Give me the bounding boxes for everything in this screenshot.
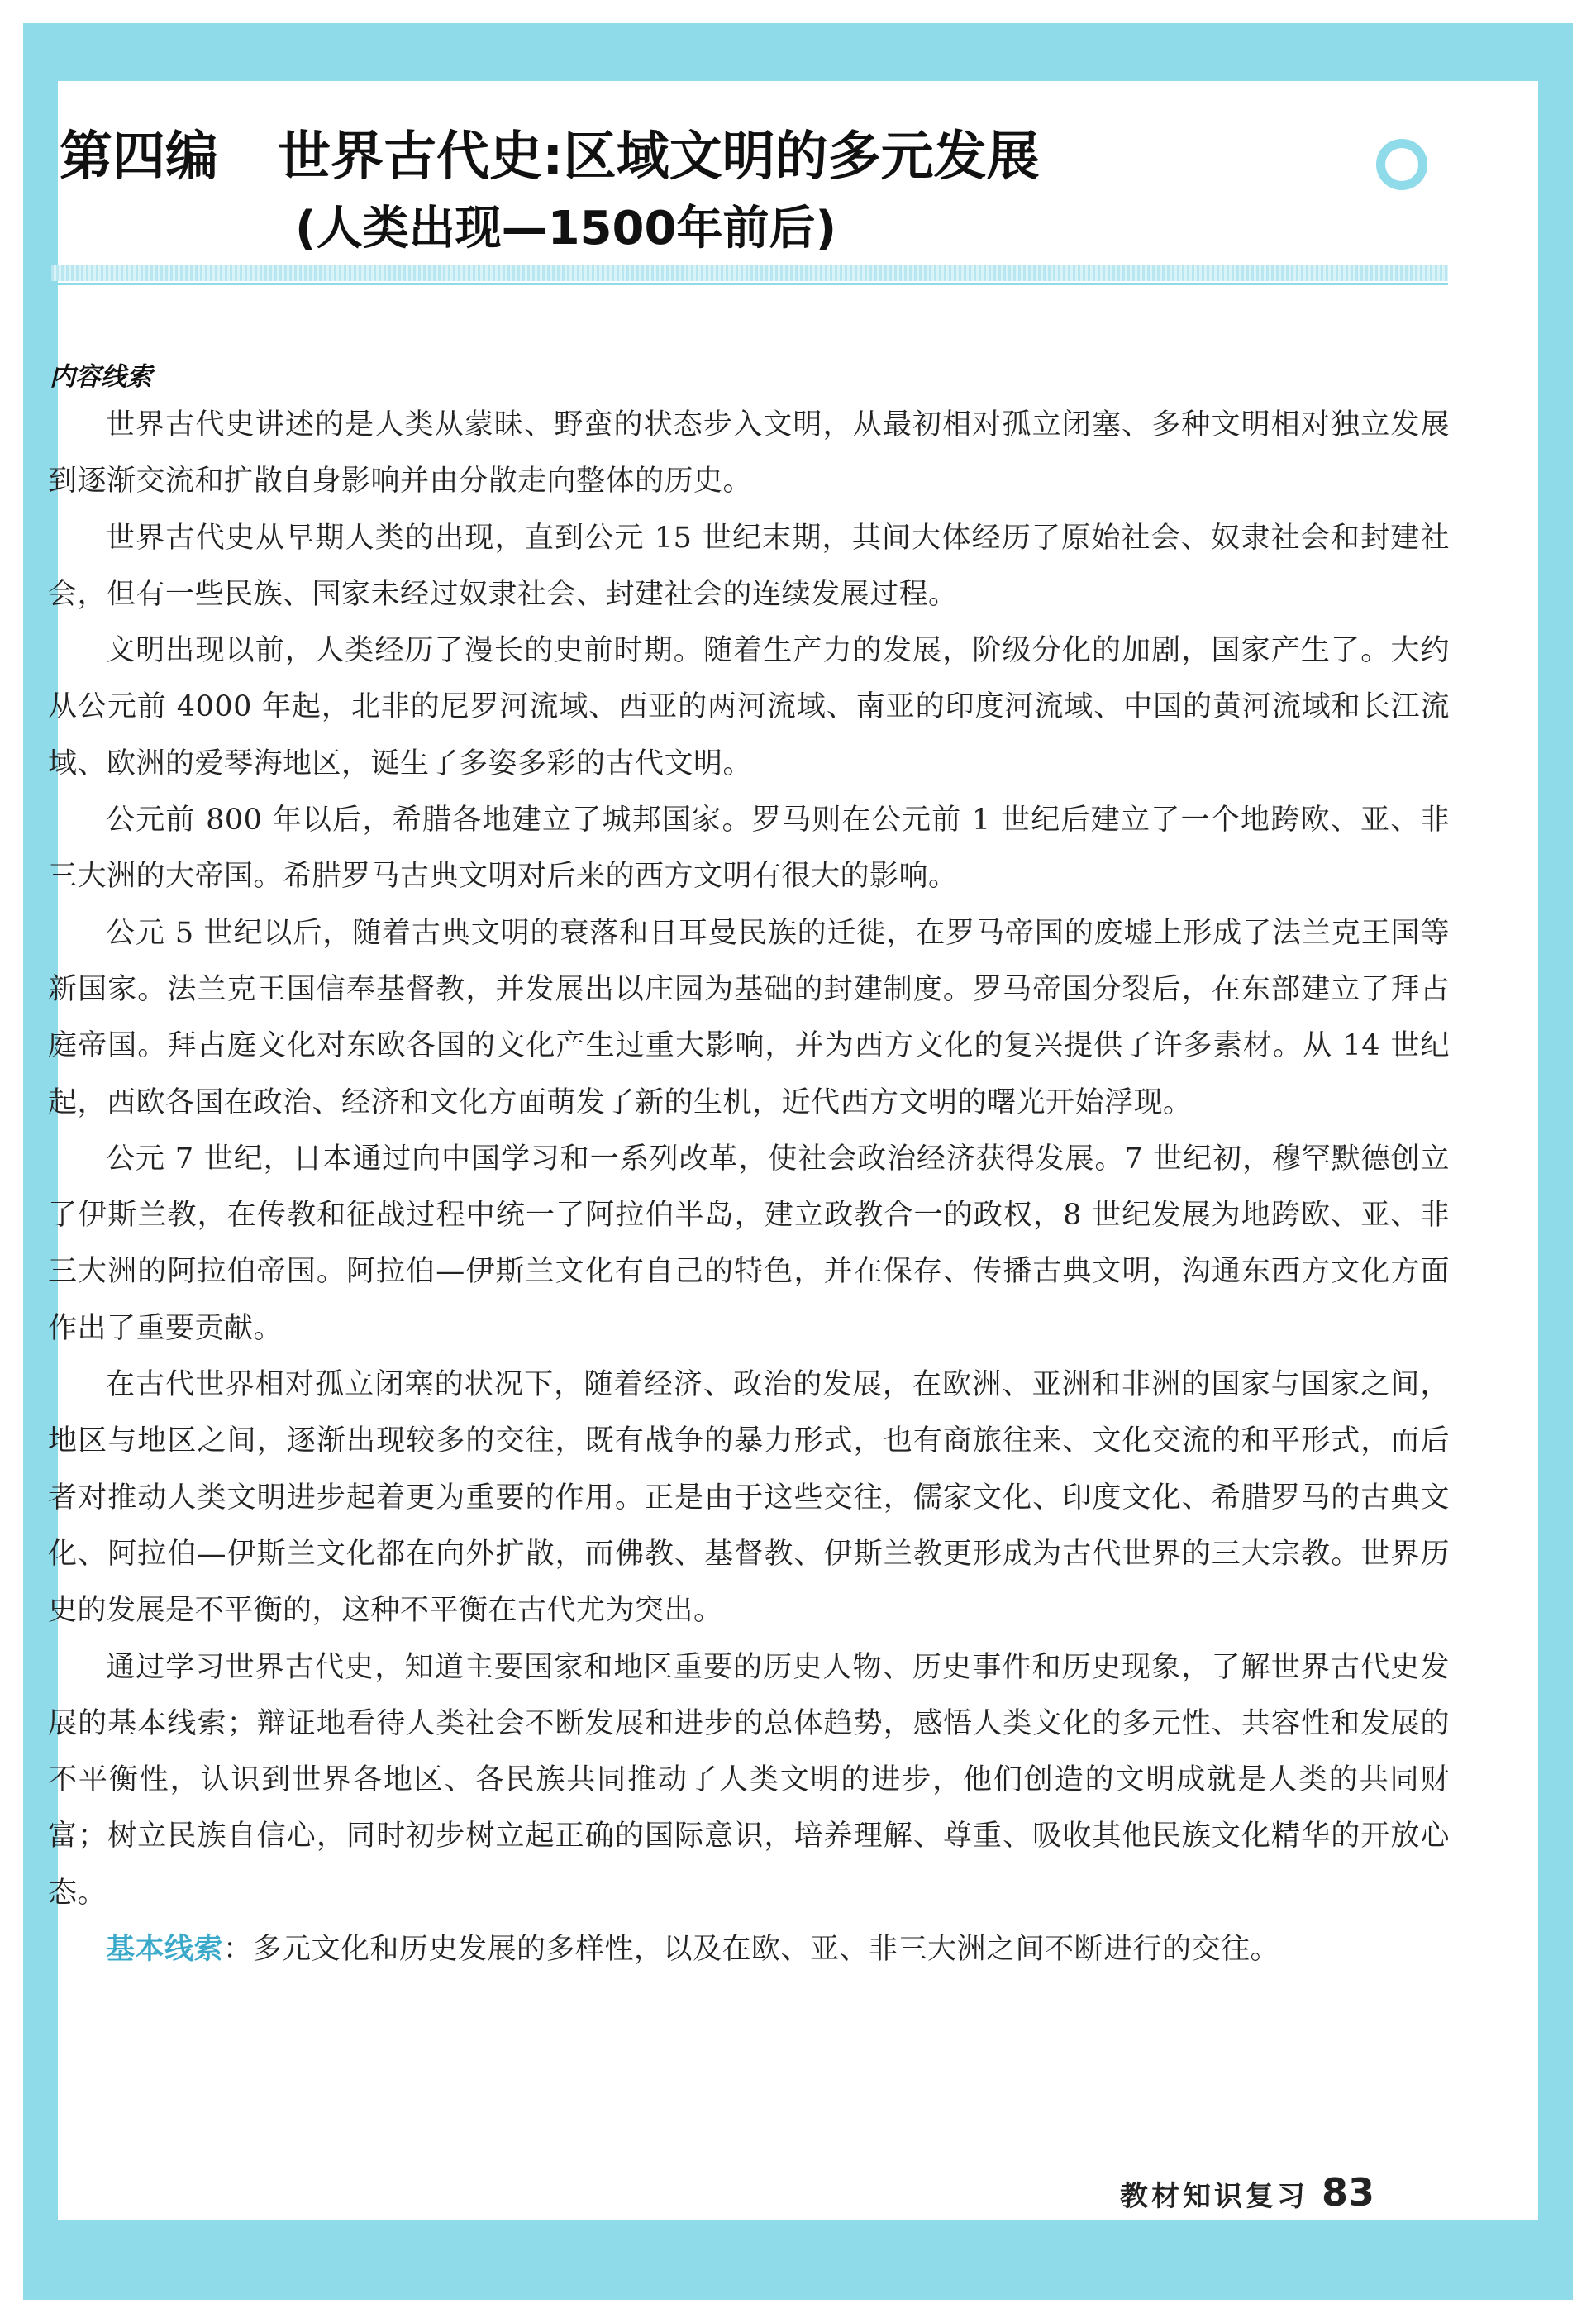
page-footer: [1120, 2170, 1374, 2215]
paragraph: 通过学习世界古代史，知道主要国家和地区重要的历史人物、历史事件和历史现象，了解世界古代史发展的基本线索；辩证地看待人类社会不断发展和进步的总体趋势，感悟人类文化的多元性、共容性和发展的不平衡性，认识到世界各地区、各民族共同推动了人类文明的进步，他们创造的文明成就是人类的共同财富；树立民族自信心，同时初步树立起正确的国际意识，培养理解、尊重、吸收其他民族文化精华的开放心态。: [48, 1650, 1450, 1910]
part-number: 第四编: [60, 126, 218, 188]
frame-bottom-band: [23, 2220, 1573, 2300]
paragraph: 世界古代史从早期人类的出现，直到公元 15 世纪末期，其间大体经历了原始社会、奴隶社会和封建社会，但有一些民族、国家未经过奴隶社会、封建社会的连续发展过程。: [48, 521, 1450, 611]
basic-clue-paragraph: [48, 1921, 1450, 1977]
frame-top-band: [23, 23, 1573, 81]
chapter-title-line: [60, 124, 1465, 190]
frame-right-band: [1538, 23, 1573, 2300]
page-number: 83: [1322, 2170, 1375, 2215]
paragraph: 公元 5 世纪以后，随着古典文明的衰落和日耳曼民族的迁徙，在罗马帝国的废墟上形成了法兰克王国等新国家。法兰克王国信奉基督教，并发展出以庄园为基础的封建制度。罗马帝国分裂后，在东部建立了拜占庭帝国。拜占庭文化对东欧各国的文化产生过重大影响，并为西方文化的复兴提供了许多素材。从 14 世纪起，西欧各国在政治、经济和文化方面萌发了新的生机，近代西方文明的曙光开始浮现。: [48, 916, 1450, 1119]
footer-label: 教材知识复习: [1120, 2180, 1308, 2213]
paragraph: 公元 7 世纪，日本通过向中国学习和一系列改革，使社会政治经济获得发展。7 世纪初，穆罕默德创立了伊斯兰教，在传教和征战过程中统一了阿拉伯半岛，建立政教合一的政权，8 世纪发展为地跨欧、亚、非三大洲的阿拉伯帝国。阿拉伯—伊斯兰文化有自己的特色，并在保存、传播古典文明，沟通东西方文化方面作出了重要贡献。: [48, 1142, 1450, 1345]
chapter-title: 世界古代史:区域文明的多元发展: [278, 126, 1040, 188]
basic-clue-text: ：多元文化和历史发展的多样性，以及在欧、亚、非三大洲之间不断进行的交往。: [223, 1933, 1280, 1967]
paragraph: 世界古代史讲述的是人类从蒙昧、野蛮的状态步入文明，从最初相对孤立闭塞、多种文明相对独立发展到逐渐交流和扩散自身影响并由分散走向整体的历史。: [48, 408, 1450, 498]
header-divider-line: [51, 283, 1448, 285]
section-label: 内容线索: [50, 362, 152, 392]
ring-ornament-icon: [1376, 139, 1427, 190]
chapter-subtitle: (人类出现—1500年前后): [295, 202, 837, 255]
chapter-header: [60, 124, 1465, 260]
basic-clue-label: 基本线索: [106, 1933, 224, 1967]
header-divider: [51, 265, 1448, 281]
body-text: [48, 397, 1450, 1977]
paragraph: 在古代世界相对孤立闭塞的状况下，随着经济、政治的发展，在欧洲、亚洲和非洲的国家与国家之间，地区与地区之间，逐渐出现较多的交往，既有战争的暴力形式，也有商旅往来、文化交流的和平形式，而后者对推动人类文明进步起着更为重要的作用。正是由于这些交往，儒家文化、印度文化、希腊罗马的古典文化、阿拉伯—伊斯兰文化都在向外扩散，而佛教、基督教、伊斯兰教更形成为古代世界的三大宗教。世界历史的发展是不平衡的，这种不平衡在古代尤为突出。: [48, 1368, 1450, 1628]
paragraph: 公元前 800 年以后，希腊各地建立了城邦国家。罗马则在公元前 1 世纪后建立了一个地跨欧、亚、非三大洲的大帝国。希腊罗马古典文明对后来的西方文明有很大的影响。: [48, 804, 1450, 894]
paragraph: 文明出现以前，人类经历了漫长的史前时期。随着生产力的发展，阶级分化的加剧，国家产生了。大约从公元前 4000 年起，北非的尼罗河流域、西亚的两河流域、南亚的印度河流域、中国的黄河流域和长江流域、欧洲的爱琴海地区，诞生了多姿多彩的古代文明。: [48, 634, 1450, 780]
